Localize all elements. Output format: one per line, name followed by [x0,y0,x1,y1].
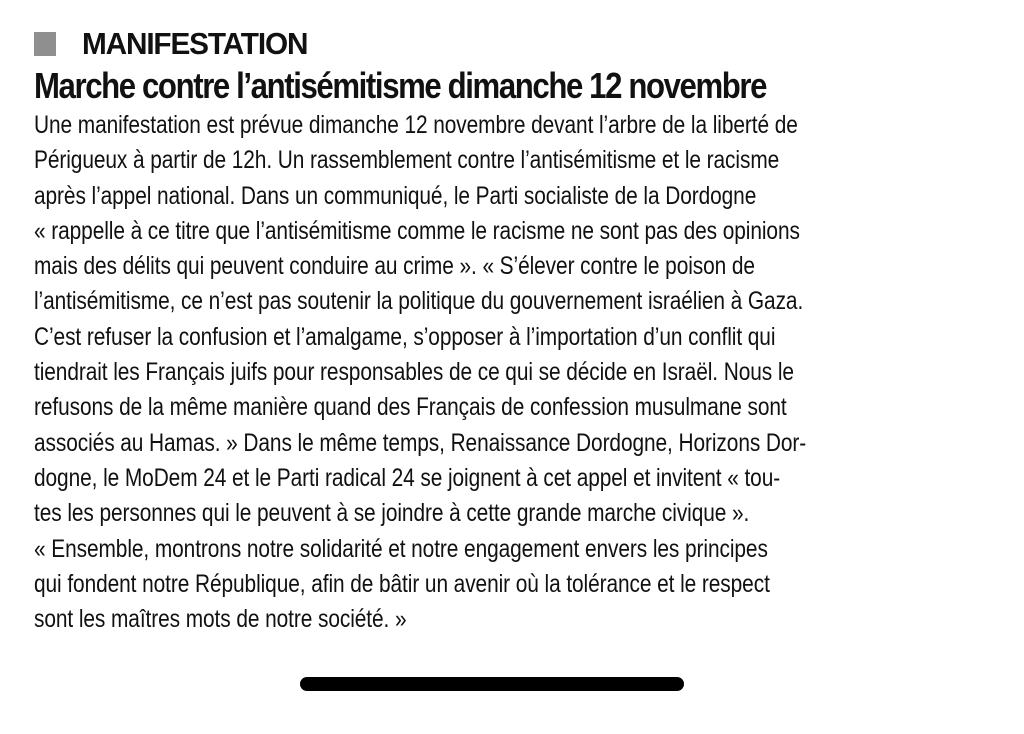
article-body [34,108,984,637]
body-line: après l’appel national. Dans un communiqué, le Parti socialiste de la Dordogne [34,181,757,210]
body-line: sont les maîtres mots de notre société. » [34,605,407,634]
body-line: « rappelle à ce titre que l’antisémitisme comme le racisme ne sont pas des opinions [34,216,800,245]
body-line: l’antisémitisme, ce n’est pas soutenir la politique du gouvernement israélien à Gaza. [34,287,804,316]
body-line: Une manifestation est prévue dimanche 12 novembre devant l’arbre de la liberté de [34,111,798,139]
body-line: mais des délits qui peuvent conduire au crime ». « S’élever contre le poison de [34,252,755,281]
body-line: dogne, le MoDem 24 et le Parti radical 24 se joignent à cet appel et invitent « tou- [34,463,781,492]
kicker [34,26,984,62]
headline: Marche contre l’antisémitisme dimanche 12 novembre [34,65,767,106]
body-line: tiendrait les Français juifs pour responsables de ce qui se décide en Israël. Nous le [34,358,794,387]
article [34,26,984,637]
body-line: C’est refuser la confusion et l’amalgame, s’opposer à l’importation d’un conflit qui [34,322,776,351]
body-line: qui fondent notre République, afin de bâtir un avenir où la tolérance et le respect [34,569,770,598]
body-line: associés au Hamas. » Dans le même temps, Renaissance Dordogne, Horizons Dor- [34,428,807,457]
home-indicator-bar [300,677,684,691]
kicker-label: MANIFESTATION [82,26,308,61]
kicker-square-icon [34,32,56,56]
body-line: Périgueux à partir de 12h. Un rassemblement contre l’antisémitisme et le racisme [34,146,780,175]
body-line: tes les personnes qui le peuvent à se joindre à cette grande marche civique ». [34,499,750,528]
body-line: refusons de la même manière quand des Français de confession musulmane sont [34,393,787,422]
body-line: « Ensemble, montrons notre solidarité et notre engagement envers les principes [34,534,768,563]
